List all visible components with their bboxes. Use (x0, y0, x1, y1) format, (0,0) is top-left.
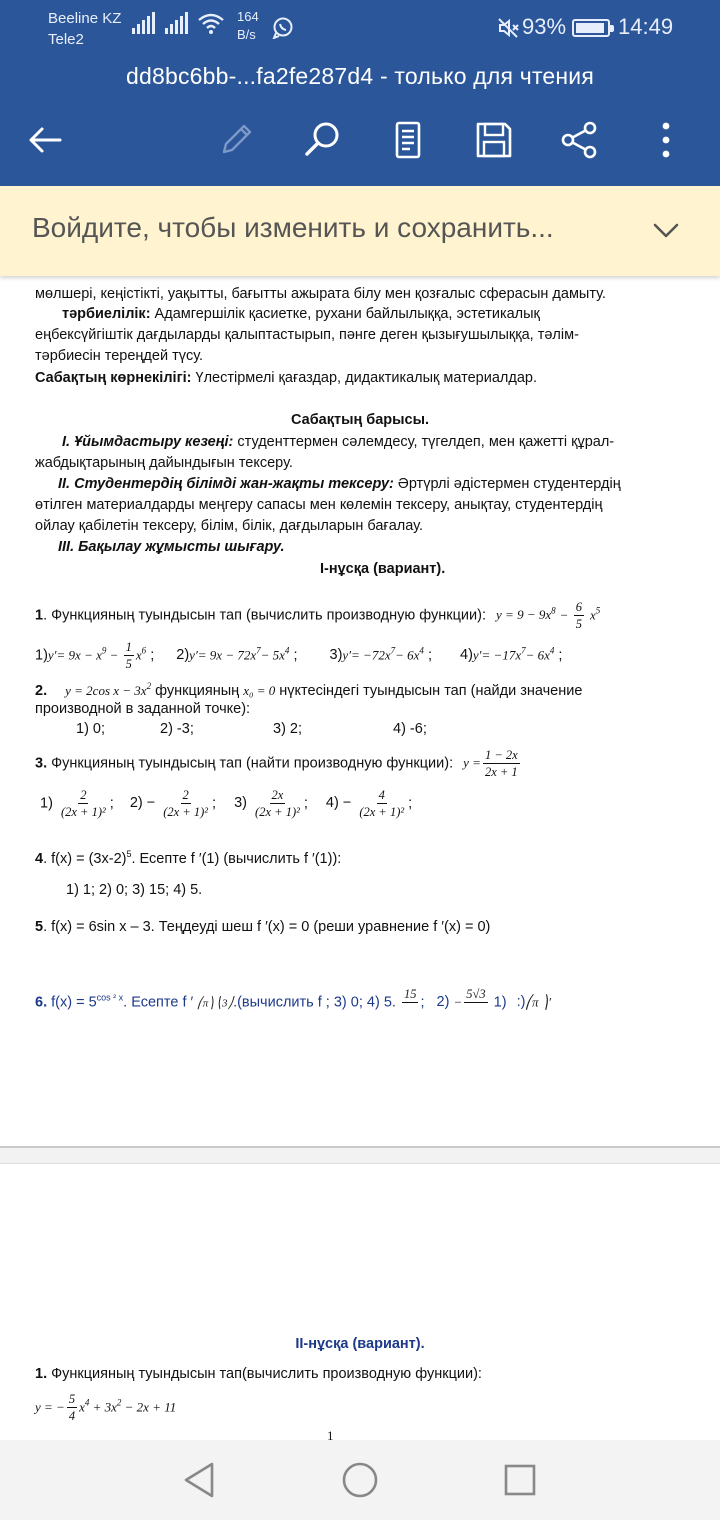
share-icon (560, 120, 600, 160)
system-navigation-bar (0, 1440, 720, 1520)
carrier-2: Tele2 (48, 31, 84, 48)
title-row (0, 56, 720, 96)
back-button[interactable] (14, 108, 78, 172)
carrier-info (48, 8, 121, 50)
cut-off-fraction: 1 (327, 1428, 334, 1440)
recents-square-icon[interactable] (498, 1458, 542, 1502)
vibrate-mute-icon (496, 16, 520, 40)
fraction: 5√3 (466, 987, 486, 1001)
clock: 14:49 (618, 14, 674, 39)
signal-1-icon (132, 12, 155, 34)
doc-line: мөлшері, кеңістікті, уақытты, бағытты ажырата білу мен қозғалыс сферасын дамыту. (35, 286, 606, 302)
doc-line: жабдықтарының дайындығын тексеру. (35, 455, 293, 471)
fraction: $\frac{4}{\text{(2x + 1)²}}$ (359, 788, 405, 819)
question-5: 5. f(x) = 6sin x – 3. Теңдеуді шеш f ′(x) = 0 (реши уравнение f ′(x) = 0) (35, 919, 491, 935)
fraction: $\frac{1}{5}$ (125, 640, 132, 671)
question-6: 6. $f(x) = 5^{cos ^2 x}$. Есепте f ′ ⎛π⎞ ⎝3⎠.(вычислить f ; 3) 0; 4) 5. 15 ; 2) − 5√3 1) :)⎛π ⎞′ (35, 987, 551, 1018)
save-icon (474, 120, 514, 160)
network-speed-unit: B/s (237, 27, 256, 42)
doc-line: производной в заданной точке): (35, 701, 251, 717)
question-2-option: 2) -3; (160, 721, 194, 737)
section-heading: Сабақтың барысы. (291, 412, 429, 428)
document-title: dd8bc6bb-...fa2fe287d4 - только для чтения (125, 63, 595, 89)
question-4-options: 1) 1; 2) 0; 3) 15; 4) 5. (66, 882, 203, 898)
question-number: 5 (35, 919, 44, 935)
doc-line (62, 432, 614, 452)
fraction: $\frac{6}{5}$ (575, 600, 582, 631)
back-triangle-icon[interactable] (178, 1458, 222, 1502)
read-mode-button[interactable] (376, 108, 440, 172)
exponent: 8 (551, 605, 556, 616)
question-4: 4. $f(x) = (3x-2)^5$. Есепте f ′(1) (вычислить f ′(1)): (35, 849, 342, 867)
fraction: $\frac{2}{\text{(2x + 1)²}}$ (60, 788, 106, 819)
doc-label: II. Студентердің білімді жан-жақты тексеру: (58, 476, 394, 492)
option-label: 1) (40, 795, 53, 812)
fraction: $\frac{5}{4}$ (68, 1392, 76, 1423)
exponent: 5 (595, 605, 601, 616)
question-3-options: 1) $\frac{2}{\text{(2x + 1)²}}$ ; 2) − $\frac{2}{\text{(2x + 1)²}}$ ; 3) $\frac{2x}{\text{(2x + 1)²}}$ ; 4) − $\frac{4}{\text{(2x + 1)²}}$ ; (40, 788, 413, 819)
carrier-1: Beeline KZ (48, 10, 122, 27)
doc-label: I. Ұйымдастыру кезеңі: (62, 434, 234, 450)
doc-text: студенттермен сәлемдесу, түгелдеп, мен қажетті құрал- (233, 434, 615, 450)
save-button[interactable] (462, 108, 526, 172)
status-bar (0, 0, 720, 52)
read-mode-icon (388, 120, 428, 160)
question-number: 1 (35, 607, 44, 624)
toolbar (0, 108, 720, 174)
signal-group (132, 12, 224, 34)
variant-heading: І-нұсқа (вариант). (320, 561, 446, 577)
doc-line: III. Бақылау жұмысты шығару. (58, 539, 285, 555)
question-3: 3. Функцияның туындысың тап (найти производную функции): y = $\frac{1 - 2x}{2x + 1}$ (35, 748, 518, 779)
doc-text: Үлестірмелі қағаздар, дидактикалық материалдар. (191, 370, 537, 386)
signal-2-icon (165, 12, 188, 34)
variant-heading: ІІ-нұсқа (вариант). (295, 1336, 425, 1352)
more-options-button[interactable] (634, 108, 698, 172)
question-2-option: 3) 2; (273, 721, 303, 737)
question-2-option: 4) -6; (393, 721, 427, 737)
back-arrow-icon (26, 120, 66, 160)
doc-line: ойлау қабілетін тексеру, білім, білік, дағдыларын бағалау. (35, 518, 423, 534)
question-number: 6. (35, 994, 48, 1011)
option-label: 2) − (129, 795, 156, 812)
question-2: 2. y = 2cos $x - 3x^2$ функцияның x₀ = 0 нүктесіндегі туындысын тап (найди значение (35, 681, 583, 699)
doc-line (35, 368, 537, 388)
question-number: 4 (35, 851, 44, 867)
sign-in-banner-text[interactable]: Войдите, чтобы изменить и сохранить... (32, 212, 554, 243)
fraction: $\frac{2}{\text{(2x + 1)²}}$ (163, 788, 209, 819)
option-label: 1) (35, 647, 48, 664)
question-text: . Функцияның туындысын тап (вычислить производную функции): (43, 607, 486, 624)
doc-line: тәрбиесін тереңдей түсу. (35, 348, 204, 364)
option-label: 3) (329, 647, 343, 664)
v2-question-1: 1. Функцияның туындысын тап(вычислить производную функции): (35, 1366, 482, 1382)
v2-question-1-formula: y = − $\frac{5}{4}$ $x^4 + 3x^2 - 2x + 11$ (35, 1392, 177, 1423)
edit-button[interactable] (204, 108, 268, 172)
chevron-down-icon[interactable] (648, 212, 684, 248)
option-label: 3) (234, 795, 248, 812)
whatsapp-icon (272, 17, 294, 39)
formula-part: y = 9 − 9x (496, 607, 552, 623)
wifi-icon (198, 12, 224, 34)
network-speed-value: 164 (237, 9, 259, 24)
doc-line (62, 304, 540, 324)
fraction: $\frac{1 - 2x}{2x + 1}$ (484, 748, 518, 779)
question-2-option: 1) 0; (76, 721, 106, 737)
more-icon (646, 120, 686, 160)
battery-percent: 93% (522, 14, 567, 39)
option-label: 4) (460, 647, 473, 664)
page-break (0, 1146, 720, 1164)
battery-fill (576, 23, 604, 33)
doc-text: Әртүрлі әдістермен студентердің (393, 476, 621, 492)
question-number: 1. (35, 1366, 48, 1382)
doc-line: өтілген материалдарды меңгеру сапасы мен көлемін тексеру, анықтау, студентердің (35, 497, 603, 513)
question-number: 2. (35, 683, 48, 699)
question-1-options: $1)y'= 9x - x^9$ − $\frac{1}{5}$ $x^6$ ; $2)y'= 9x - 72x^7- 5x^4$ ; $3)y'= -72x^7- 6x^4$ ; $4)y'= -17x^7- 6x^4$ ; (35, 640, 563, 671)
home-circle-icon[interactable] (338, 1458, 382, 1502)
doc-line (58, 474, 621, 494)
search-button[interactable] (290, 108, 354, 172)
share-button[interactable] (548, 108, 612, 172)
option-label: 2) (176, 647, 190, 664)
question-number: 3. (35, 755, 48, 772)
doc-line: еңбексүйгіштік дағдыларды қалыптастырып, пәнге деген қызығушылыққа, тәлім- (35, 327, 579, 343)
fraction: 15 (403, 987, 417, 1001)
battery-icon (572, 19, 610, 37)
app-header (0, 0, 720, 186)
document-page (0, 260, 720, 1440)
doc-label: тәрбиелілік: (62, 306, 151, 322)
doc-text: Адамгершілік қасиетке, рухани байлылыққа, эстетикалық (150, 306, 540, 322)
search-icon (302, 120, 342, 160)
fraction: $\frac{2x}{\text{(2x + 1)²}}$ (255, 788, 300, 819)
option-label: 4) − (325, 795, 352, 812)
network-speed (237, 8, 259, 44)
doc-label: Сабақтың көрнекілігі: (35, 370, 192, 386)
question-1: 1. Функцияның туындысын тап (вычислить производную функции): $y = 9 - 9x^8$ − $\frac{6}{5}$ $x^5$ (35, 600, 601, 631)
sign-in-banner[interactable] (0, 186, 720, 276)
edit-pencil-icon (216, 120, 256, 160)
